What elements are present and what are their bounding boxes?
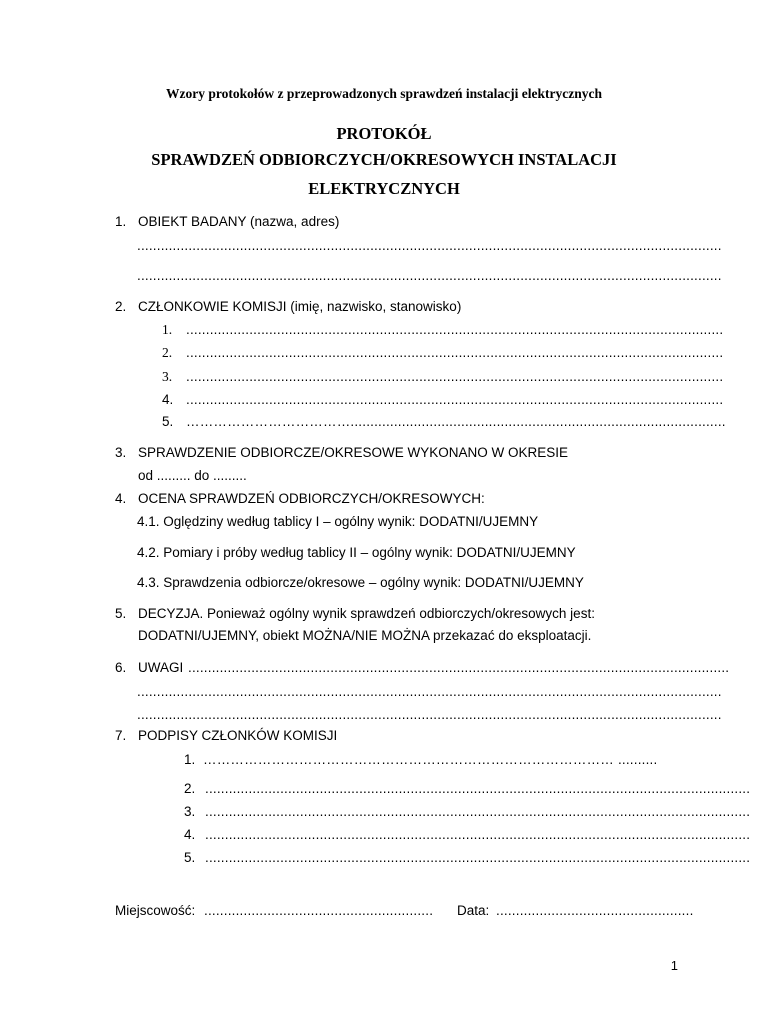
section-3-number: 3. — [115, 445, 127, 460]
signature-line[interactable]: ……………………………………………………………………………… .......... — [203, 752, 658, 767]
section-2-number: 2. — [115, 299, 127, 314]
place-field[interactable]: .......................................................... — [204, 903, 434, 918]
signature-number: 5. — [184, 850, 196, 865]
fill-line[interactable]: ......................................................................................................................................... — [188, 660, 730, 675]
fill-line[interactable]: .................................................................................................................................................... — [137, 268, 722, 283]
signature-line[interactable]: .......................................................................................................................................... — [205, 804, 751, 819]
decision-line-1: DECYZJA. Ponieważ ogólny wynik sprawdzeń odbiorczych/okresowych jest: — [138, 606, 595, 621]
subsection-4-3: 4.3. Sprawdzenia odbiorcze/okresowe – ogólny wynik: DODATNI/UJEMNY — [137, 575, 584, 590]
date-field[interactable]: .................................................. — [496, 903, 694, 918]
member-number: 1. — [162, 322, 173, 337]
fill-line[interactable]: .................................................................................................................................................... — [137, 707, 722, 722]
fill-line[interactable]: .................................................................................................................................................... — [137, 684, 722, 699]
member-number: 3. — [162, 369, 173, 384]
section-7-number: 7. — [115, 728, 127, 743]
document-header: Wzory protokołów z przeprowadzonych sprawdzeń instalacji elektrycznych — [166, 86, 602, 101]
section-1-number: 1. — [115, 214, 127, 229]
subsection-4-1: 4.1. Oględziny według tablicy I – ogólny wynik: DODATNI/UJEMNY — [137, 514, 539, 529]
title-line-1: PROTOKÓŁ — [336, 124, 432, 143]
member-number: 5. — [162, 414, 174, 429]
date-label: Data: — [457, 903, 490, 918]
section-1-label: OBIEKT BADANY (nazwa, adres) — [138, 214, 340, 229]
period-line[interactable]: od ......... do ......... — [138, 468, 247, 483]
section-4-label: OCENA SPRAWDZEŃ ODBIORCZYCH/OKRESOWYCH: — [138, 491, 485, 506]
fill-line[interactable]: ........................................................................................................................................ — [186, 392, 724, 407]
title-line-3: ELEKTRYCZNYCH — [308, 179, 460, 198]
place-label: Miejscowość: — [115, 903, 196, 918]
page-number: 1 — [670, 958, 678, 973]
signature-number: 4. — [184, 827, 196, 842]
section-7-label: PODPISY CZŁONKÓW KOMISJI — [138, 728, 338, 743]
fill-line[interactable]: ………………………………............................................................................................... — [186, 414, 726, 429]
subsection-4-2: 4.2. Pomiary i próby według tablicy II – ogólny wynik: DODATNI/UJEMNY — [137, 545, 576, 560]
section-6-label: UWAGI — [138, 660, 184, 675]
decision-line-2: DODATNI/UJEMNY, obiekt MOŻNA/NIE MOŻNA przekazać do eksploatacji. — [138, 628, 592, 643]
fill-line[interactable]: .................................................................................................................................................... — [137, 238, 722, 253]
signature-line[interactable]: .......................................................................................................................................... — [205, 781, 751, 796]
member-number: 2. — [162, 345, 173, 360]
fill-line[interactable]: ........................................................................................................................................ — [186, 322, 724, 337]
fill-line[interactable]: ........................................................................................................................................ — [186, 369, 724, 384]
signature-number: 3. — [184, 804, 196, 819]
title-line-2: SPRAWDZEŃ ODBIORCZYCH/OKRESOWYCH INSTALACJI — [151, 150, 617, 169]
section-4-number: 4. — [115, 491, 127, 506]
section-5-number: 5. — [115, 606, 127, 621]
section-6-number: 6. — [115, 660, 127, 675]
signature-line[interactable]: .......................................................................................................................................... — [205, 850, 751, 865]
section-3-label: SPRAWDZENIE ODBIORCZE/OKRESOWE WYKONANO W OKRESIE — [138, 445, 569, 460]
member-number: 4. — [162, 392, 174, 407]
section-2-label: CZŁONKOWIE KOMISJI (imię, nazwisko, stanowisko) — [138, 299, 462, 314]
signature-number: 2. — [184, 781, 196, 796]
signature-line[interactable]: .......................................................................................................................................... — [205, 827, 751, 842]
fill-line[interactable]: ........................................................................................................................................ — [186, 345, 724, 360]
signature-number: 1. — [184, 752, 196, 767]
